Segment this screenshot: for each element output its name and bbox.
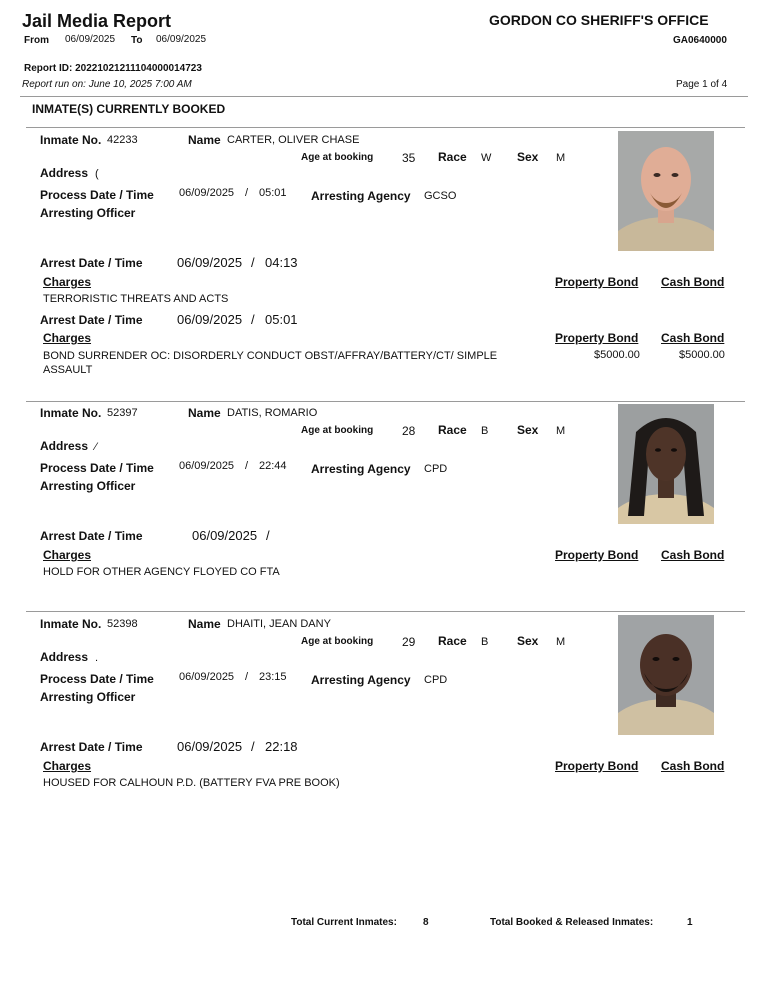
agency-label: Arresting Agency — [311, 462, 411, 476]
cash-bond-label: Cash Bond — [661, 759, 725, 773]
age-label: Age at booking — [301, 152, 374, 163]
record-divider — [26, 401, 745, 402]
charge-text: HOUSED FOR CALHOUN P.D. (BATTERY FVA PRE BOOK) — [43, 777, 340, 789]
process-time: 05:01 — [259, 187, 287, 199]
to-label: To — [131, 35, 143, 46]
office-code: GA0640000 — [673, 35, 727, 46]
officer-label: Arresting Officer — [40, 690, 136, 704]
property-bond-label: Property Bond — [555, 331, 639, 345]
arrest-date: 06/09/2025 — [192, 528, 258, 543]
arrest-time: 04:13 — [265, 255, 298, 270]
agency-label: Arresting Agency — [311, 673, 411, 687]
agency-label: Arresting Agency — [311, 189, 411, 203]
inmate-name: CARTER, OLIVER CHASE — [227, 134, 360, 146]
sex-value: M — [556, 425, 566, 437]
inmate-number: 42233 — [107, 134, 138, 146]
charges-label: Charges — [43, 275, 92, 289]
age-value: 35 — [402, 151, 416, 165]
arrest-sep: / — [251, 255, 255, 270]
inmate-name: DHAITI, JEAN DANY — [227, 618, 331, 630]
process-time: 23:15 — [259, 671, 287, 683]
to-date: 06/09/2025 — [156, 34, 207, 45]
report-run-on: Report run on: June 10, 2025 7:00 AM — [22, 79, 192, 90]
name-label: Name — [188, 617, 221, 631]
arrest-date: 06/09/2025 — [177, 312, 243, 327]
agency-value: GCSO — [424, 190, 457, 202]
address-value: ( — [95, 168, 99, 180]
address-label: Address — [40, 439, 89, 453]
cash-bond-label: Cash Bond — [661, 548, 725, 562]
inmate-number: 52398 — [107, 618, 138, 630]
agency-value: CPD — [424, 463, 448, 475]
total-current-value: 8 — [423, 917, 429, 928]
arrest-label: Arrest Date / Time — [40, 740, 143, 754]
person-silhouette-icon — [618, 615, 714, 735]
inmate-no-label: Inmate No. — [40, 133, 102, 147]
process-date: 06/09/2025 — [179, 671, 235, 683]
arrest-label: Arrest Date / Time — [40, 313, 143, 327]
page-number: Page 1 of 4 — [676, 79, 728, 90]
arrest-time: 22:18 — [265, 739, 298, 754]
mugshot-photo — [618, 404, 714, 524]
mugshot-photo — [618, 615, 714, 735]
total-current-label: Total Current Inmates: — [291, 917, 397, 928]
name-label: Name — [188, 133, 221, 147]
charge-text: BOND SURRENDER OC: DISORDERLY CONDUCT OBST/AFFRAY/BATTERY/CT/ SIMPLE ASSAULT — [43, 350, 498, 376]
charge-text: TERRORISTIC THREATS AND ACTS — [43, 293, 229, 305]
process-sep: / — [245, 460, 249, 472]
arrest-date: 06/09/2025 — [177, 739, 243, 754]
age-value: 28 — [402, 424, 416, 438]
cash-bond-label: Cash Bond — [661, 275, 725, 289]
arrest-sep: / — [251, 312, 255, 327]
race-value: W — [481, 152, 492, 164]
arrest-sep: / — [251, 739, 255, 754]
cash-bond-label: Cash Bond — [661, 331, 725, 345]
arrest-time: 05:01 — [265, 312, 298, 327]
address-value: . — [95, 652, 99, 664]
property-bond-label: Property Bond — [555, 759, 639, 773]
cash-bond-value: $5000.00 — [679, 349, 725, 361]
process-sep: / — [245, 671, 249, 683]
sex-label: Sex — [517, 423, 539, 437]
record-divider — [26, 611, 745, 612]
process-date: 06/09/2025 — [179, 460, 235, 472]
officer-label: Arresting Officer — [40, 206, 136, 220]
inmate-no-label: Inmate No. — [40, 617, 102, 631]
office-name: GORDON CO SHERIFF'S OFFICE — [489, 12, 709, 28]
charge-text: HOLD FOR OTHER AGENCY FLOYED CO FTA — [43, 566, 280, 578]
header-divider — [20, 96, 748, 97]
report-title: Jail Media Report — [22, 11, 172, 31]
age-value: 29 — [402, 635, 416, 649]
total-released-label: Total Booked & Released Inmates: — [490, 917, 654, 928]
race-label: Race — [438, 634, 467, 648]
from-label: From — [24, 35, 49, 46]
property-bond-value: $5000.00 — [594, 349, 640, 361]
inmate-no-label: Inmate No. — [40, 406, 102, 420]
section-divider — [26, 127, 745, 128]
person-silhouette-icon — [618, 404, 714, 524]
race-label: Race — [438, 423, 467, 437]
arrest-label: Arrest Date / Time — [40, 529, 143, 543]
process-label: Process Date / Time — [40, 188, 154, 202]
age-label: Age at booking — [301, 636, 374, 647]
charges-label: Charges — [43, 331, 92, 345]
total-released-value: 1 — [687, 917, 693, 928]
process-label: Process Date / Time — [40, 461, 154, 475]
race-value: B — [481, 636, 489, 648]
officer-label: Arresting Officer — [40, 479, 136, 493]
person-silhouette-icon — [618, 131, 714, 251]
process-label: Process Date / Time — [40, 672, 154, 686]
sex-label: Sex — [517, 150, 539, 164]
property-bond-label: Property Bond — [555, 548, 639, 562]
sex-label: Sex — [517, 634, 539, 648]
race-value: B — [481, 425, 489, 437]
arrest-label: Arrest Date / Time — [40, 256, 143, 270]
process-sep: / — [245, 187, 249, 199]
sex-value: M — [556, 152, 566, 164]
race-label: Race — [438, 150, 467, 164]
from-date: 06/09/2025 — [65, 34, 116, 45]
charges-label: Charges — [43, 548, 92, 562]
charges-label: Charges — [43, 759, 92, 773]
mugshot-photo — [618, 131, 714, 251]
inmate-name: DATIS, ROMARIO — [227, 407, 318, 419]
address-label: Address — [40, 166, 89, 180]
agency-value: CPD — [424, 674, 448, 686]
address-label: Address — [40, 650, 89, 664]
name-label: Name — [188, 406, 221, 420]
property-bond-label: Property Bond — [555, 275, 639, 289]
process-date: 06/09/2025 — [179, 187, 235, 199]
sex-value: M — [556, 636, 566, 648]
report-id: Report ID: 20221021211104000014723 — [24, 63, 202, 74]
process-time: 22:44 — [259, 460, 287, 472]
address-value: ⁄ — [95, 441, 97, 453]
arrest-sep: / — [266, 528, 270, 543]
section-title: INMATE(S) CURRENTLY BOOKED — [32, 102, 226, 116]
inmate-number: 52397 — [107, 407, 138, 419]
age-label: Age at booking — [301, 425, 374, 436]
arrest-date: 06/09/2025 — [177, 255, 243, 270]
